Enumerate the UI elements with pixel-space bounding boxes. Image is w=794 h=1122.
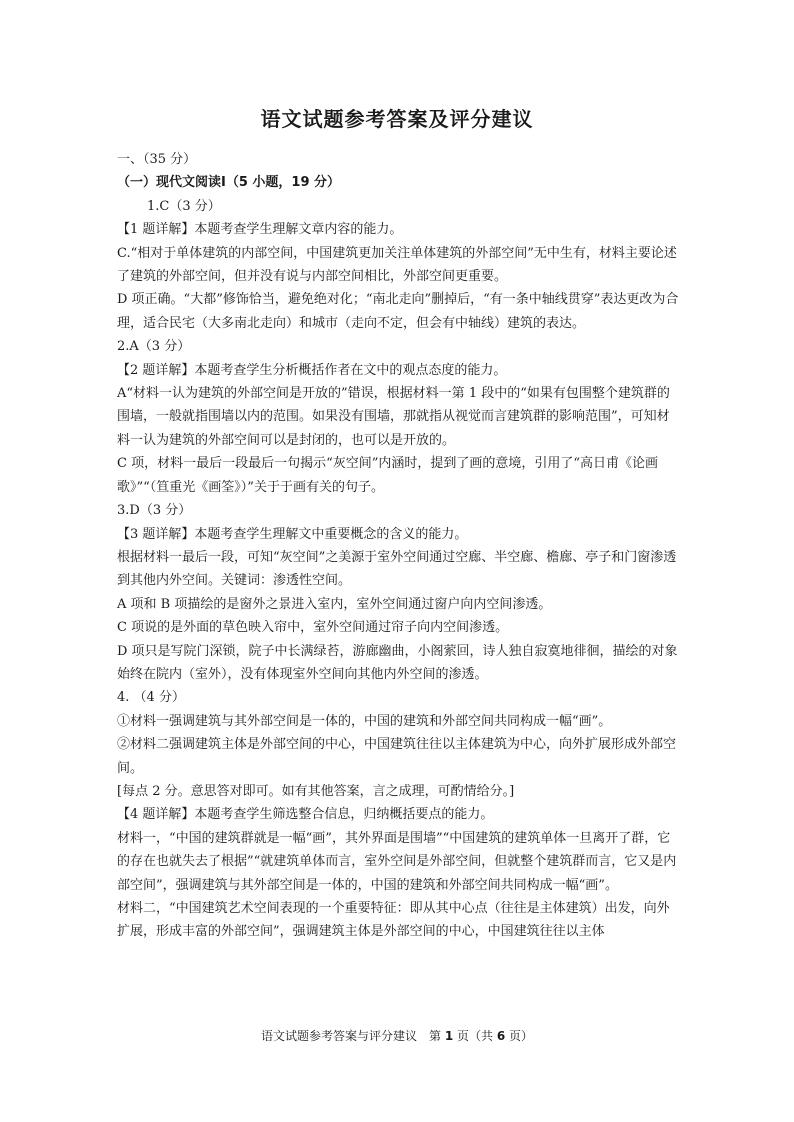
text-line: 4. （4 分） <box>117 690 185 706</box>
text-line: （一）现代文阅读Ⅰ（5 小题，19 分） <box>117 175 341 191</box>
page-title: 语文试题参考答案及评分建议 <box>260 107 534 131</box>
text-line: 【1 题详解】本题考查学生理解文章内容的能力。 <box>117 222 403 238</box>
text-line: D 项只是写院门深锁，院子中长满绿苔，游廊幽曲，小阁萦回，诗人独自寂寞地徘徊，描绘的对象始终在院内（室外），没有体现室外空间向其他内外空间的渗透。 <box>117 643 678 682</box>
text-line: A 项和 B 项描绘的是窗外之景进入室内，室外空间通过窗户向内空间渗透。 <box>117 596 552 612</box>
text-line: 一、（35 分） <box>117 152 197 167</box>
text-line: [每点 2 分。意思答对即可。如有其他答案，言之成理，可酌情给分。] <box>117 783 515 799</box>
footer-page-number: 1 <box>444 1029 454 1043</box>
text-line: 材料二，“中国建筑艺术空间表现的一个重要特征：即从其中心点（往往是主体建筑）出发，向外扩展，形成丰富的外部空间”，强调建筑主体是外部空间的中心，中国建筑往往以主体 <box>117 901 670 940</box>
text-line: C.“相对于单体建筑的内部空间，中国建筑更加关注单体建筑的外部空间”无中生有，材料主要论述了建筑的外部空间，但并没有说与内部空间相比，外部空间更重要。 <box>117 245 677 285</box>
text-line: 【2 题详解】本题考查学生分析概括作者在文中的观点态度的能力。 <box>117 362 507 378</box>
answer-body <box>117 148 681 944</box>
footer-total-pages: 6 <box>496 1029 506 1043</box>
text-line: 【4 题详解】本题考查学生筛选整合信息，归纳概括要点的能力。 <box>117 807 494 823</box>
footer-middle: 页（共 <box>453 1029 497 1043</box>
page-footer <box>0 1027 794 1044</box>
text-line: D 项正确。“大都”修饰恰当，避免绝对化；“南北走向”删掉后，“有一条中轴线贯穿”表达更改为合理，适合民宅（大多南北走向）和城市（走向不定，但会有中轴线）建筑的表达。 <box>117 292 679 331</box>
text-line: 2.A（3 分） <box>117 339 191 355</box>
text-line: C 项说的是外面的草色映入帘中，室外空间通过帘子向内空间渗透。 <box>117 620 509 636</box>
text-line: ②材料二强调建筑主体是外部空间的中心，中国建筑往往以主体建筑为中心，向外扩展形成外部空间。 <box>117 737 677 776</box>
text-line: 根据材料一最后一段，可知“灰空间”之美源于室外空间通过空廊、半空廊、檐廊、亭子和门窗渗透到其他内外空间。关键词：渗透性空间。 <box>117 549 677 589</box>
text-line: ①材料一强调建筑与其外部空间是一体的，中国的建筑和外部空间共同构成一幅“画”。 <box>117 713 612 729</box>
text-line: C 项，材料一最后一段最后一句揭示“灰空间”内涵时，提到了画的意境，引用了“高日甫《论画歌》”“（笪重光《画筌》）”关于于画有关的句子。 <box>117 456 659 495</box>
text-line: 材料一，“中国的建筑群就是一幅“画”，其外界面是围墙”“中国建筑的建筑单体一旦离开了群，它的存在也就失去了根据”“就建筑单体而言，室外空间是外部空间，但就整个建筑群而言，它又是内部空间”，强调建筑与其外部空间是一体的，中国的建筑和外部空间共同构成一幅“画”。 <box>117 830 677 893</box>
footer-prefix: 语文试题参考答案与评分建议 第 <box>260 1029 445 1043</box>
text-line: 1.C（3 分） <box>147 198 221 214</box>
text-line: 【3 题详解】本题考查学生理解文中重要概念的含义的能力。 <box>117 526 468 542</box>
text-line: A“材料一认为建筑的外部空间是开放的”错误，根据材料一第 1 段中的“如果有包围整个建筑群的围墙，一般就指围墙以内的范围。如果没有围墙，那就指从视觉而言建筑群的影响范围”，可知材料一认为建筑的外部空间可以是封闭的，也可以是开放的。 <box>117 386 670 448</box>
footer-suffix: 页） <box>505 1029 533 1043</box>
text-line: 3.D（3 分） <box>117 503 192 519</box>
